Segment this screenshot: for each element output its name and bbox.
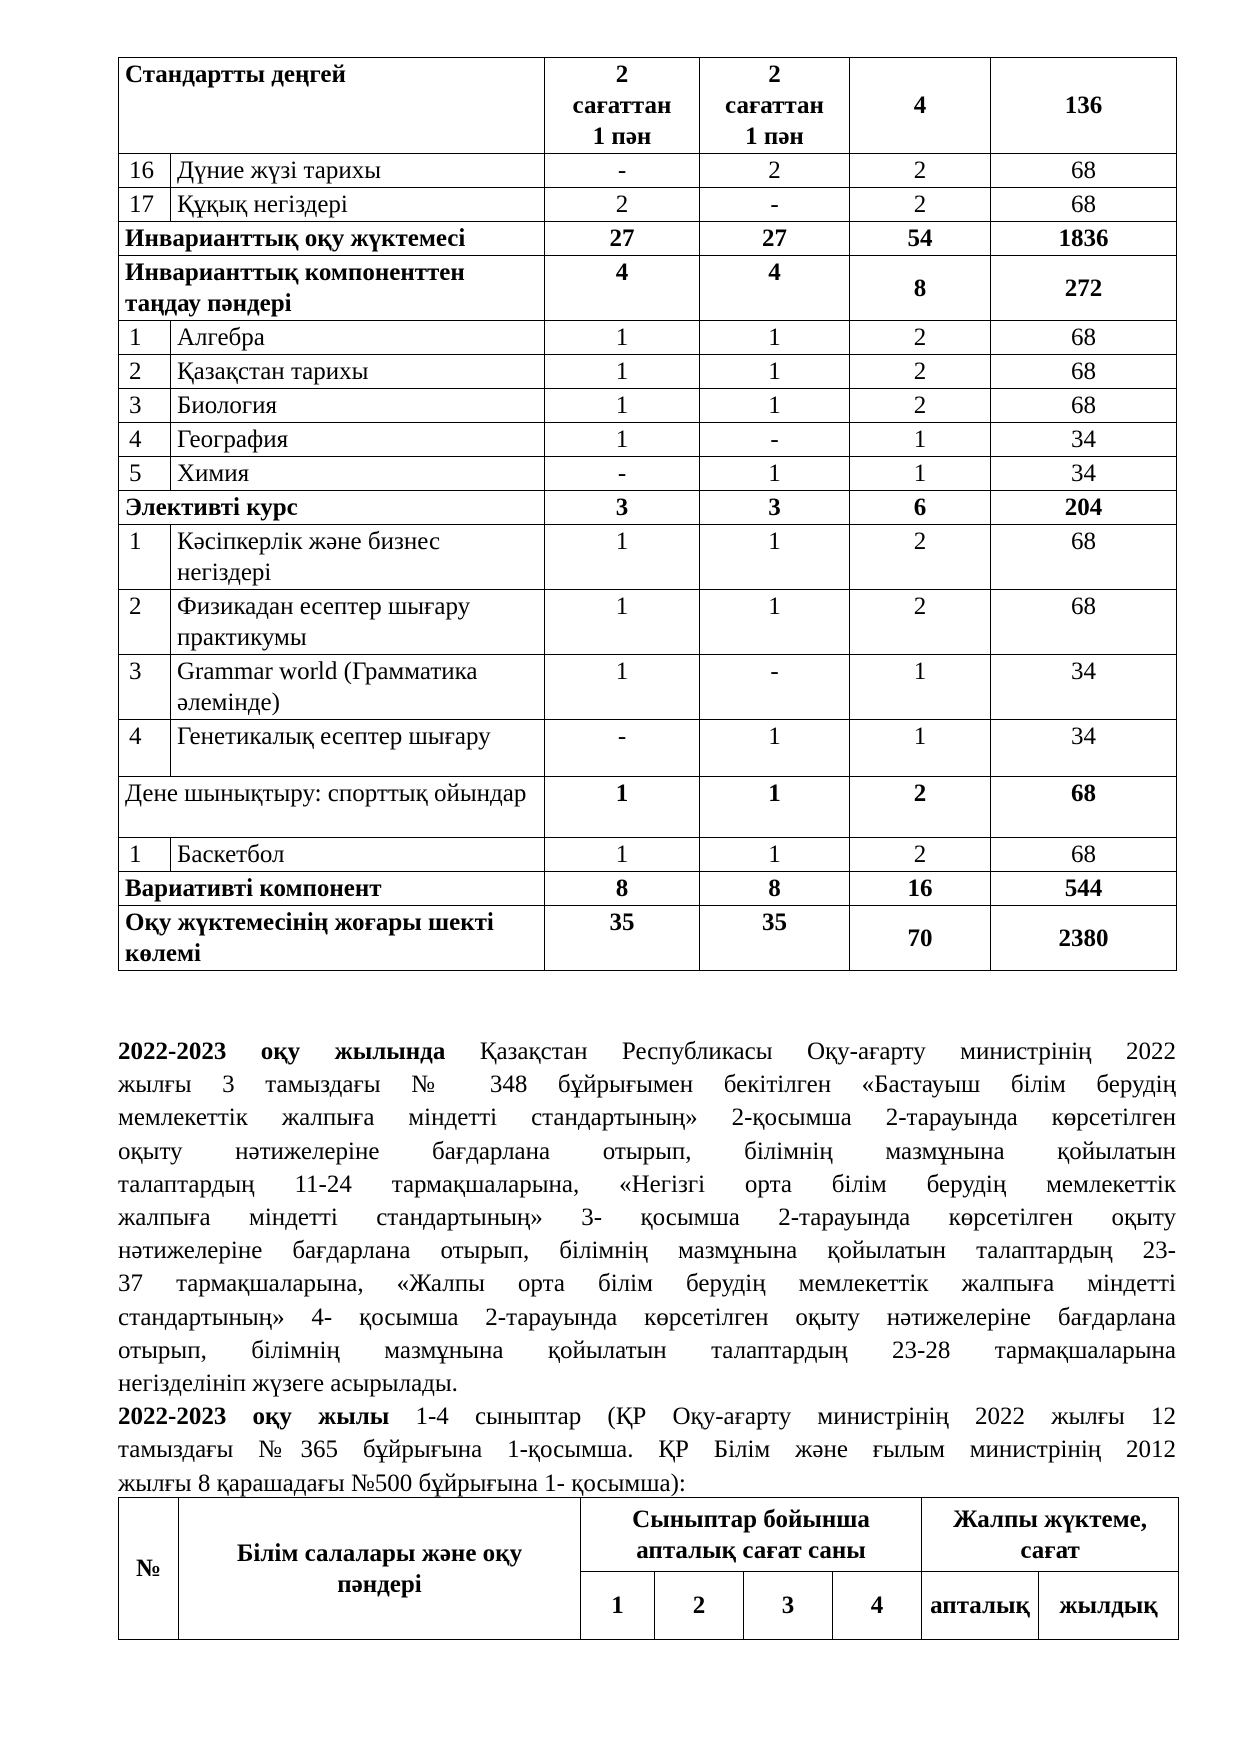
grade-11-hours: 1 (700, 720, 850, 777)
grade-11-hours: 3 (700, 491, 850, 525)
grade-2-header: 2 (655, 1572, 744, 1640)
text-line (118, 1068, 1176, 1101)
description-text (118, 1035, 1176, 1500)
row-label: Grammar world (Грамматика әлемінде) (171, 655, 545, 720)
yearly-total: 68 (991, 777, 1177, 838)
text-line (118, 1400, 1176, 1433)
weekly-total: 6 (850, 491, 991, 525)
grade-11-hours: - (700, 423, 850, 457)
yearly-total: 204 (991, 491, 1177, 525)
grade-11-hours: 27 (700, 222, 850, 256)
text-fragment: 1-4 сыныптар (ҚР Оқу-ағарту министрінің 2022 жылғы 12 (389, 1403, 1176, 1431)
weekly-total: 2 (850, 355, 991, 389)
row-label: Оқу жүктемесінің жоғары шекті көлемі (119, 906, 545, 971)
col-subjects-header: Білім салалары және оқу пәндері (179, 1498, 581, 1640)
yearly-total: 34 (991, 720, 1177, 777)
grade-11-hours: 8 (700, 872, 850, 906)
table-row (119, 872, 1177, 906)
grade-10-hours: 1 (545, 590, 700, 655)
bold-lead: 2022-2023 оқу жылы (118, 1403, 390, 1431)
grade-10-hours: 1 (545, 389, 700, 423)
table-row (119, 838, 1177, 872)
grade-10-hours: - (545, 154, 700, 188)
table-row (119, 777, 1177, 838)
weekly-total: 2 (850, 525, 991, 590)
row-label: Элективті курс (119, 491, 545, 525)
grade-11-hours: 1 (700, 777, 850, 838)
weekly-total: 1 (850, 423, 991, 457)
text-fragment: мемлекеттік жалпыға міндетті стандартының» 2-қосымша 2-тарауында көрсетілген (118, 1104, 1176, 1132)
grade-11-hours: 1 (700, 838, 850, 872)
weekly-total: 2 (850, 389, 991, 423)
table-row (119, 457, 1177, 491)
grade-10-hours: 1 (545, 777, 700, 838)
text-line (118, 1267, 1176, 1300)
row-label: Инварианттық компоненттен таңдау пәндері (119, 256, 545, 321)
row-label: Инварианттық оқу жүктемесі (119, 222, 545, 256)
yearly-total: 68 (991, 321, 1177, 355)
table-row (119, 655, 1177, 720)
grade-11-hours: 2 (700, 154, 850, 188)
grade-11-hours: 2 сағаттан 1 пән (700, 58, 850, 154)
weekly-total: 2 (850, 777, 991, 838)
table-row (119, 525, 1177, 590)
row-number: 2 (119, 590, 171, 655)
text-fragment: жылғы 8 қарашадағы №500 бұйрығына 1- қосымша): (118, 1469, 686, 1497)
row-number: 1 (119, 321, 171, 355)
row-number: 3 (119, 655, 171, 720)
text-line (118, 1467, 1176, 1500)
grade-10-hours: 35 (545, 906, 700, 971)
yearly-total: 68 (991, 525, 1177, 590)
grade-11-hours: 4 (700, 256, 850, 321)
yearly-total: 68 (991, 389, 1177, 423)
grade-10-hours: 2 сағаттан 1 пән (545, 58, 700, 154)
table-row (119, 906, 1177, 971)
text-line (118, 1135, 1176, 1168)
weekly-total: 54 (850, 222, 991, 256)
row-number: 4 (119, 423, 171, 457)
table-row (119, 154, 1177, 188)
row-label: Генетикалық есептер шығару (171, 720, 545, 777)
text-fragment: негізделініп жүзеге асырылады. (118, 1370, 458, 1398)
row-number: 2 (119, 355, 171, 389)
paragraph-1 (118, 1035, 1176, 1400)
text-fragment: тамыздағы №365 бұйрығына 1-қосымша. ҚР Білім және ғылым министрінің 2012 (118, 1436, 1176, 1464)
weekly-total: 2 (850, 590, 991, 655)
text-line (118, 1433, 1176, 1466)
text-line (118, 1168, 1176, 1201)
weekly-total: 1 (850, 655, 991, 720)
primary-curriculum-table-header (118, 1497, 1179, 1640)
grade-10-hours: 1 (545, 525, 700, 590)
grade-3-header: 3 (744, 1572, 833, 1640)
grade-10-hours: - (545, 457, 700, 491)
grade-10-hours: 1 (545, 655, 700, 720)
text-fragment: 37 тармақшаларына, «Жалпы орта білім берудің мемлекеттік жалпыға міндетті (118, 1270, 1176, 1298)
table-row (119, 720, 1177, 777)
yearly-header: жылдық (1039, 1572, 1179, 1640)
row-number: 5 (119, 457, 171, 491)
grade-10-hours: 4 (545, 256, 700, 321)
grade-11-hours: 1 (700, 457, 850, 491)
yearly-total: 272 (991, 256, 1177, 321)
grade-10-hours: 3 (545, 491, 700, 525)
grade-11-hours: 1 (700, 525, 850, 590)
weekly-total: 2 (850, 188, 991, 222)
text-line (118, 1201, 1176, 1234)
text-fragment: нәтижелеріне бағдарлана отырып, білімнің мазмұнына қойылатын талаптардың 23- (118, 1237, 1176, 1265)
grade-11-hours: 1 (700, 389, 850, 423)
table-row (119, 491, 1177, 525)
grade-10-hours: 2 (545, 188, 700, 222)
text-fragment: Қазақстан Республикасы Оқу-ағарту министрінің 2022 (445, 1038, 1176, 1065)
text-fragment: стандартының» 4- қосымша 2-тарауында көрсетілген оқыту нәтижелеріне бағдарлана (118, 1303, 1176, 1331)
weekly-total: 2 (850, 838, 991, 872)
text-line (118, 1367, 1176, 1400)
yearly-total: 34 (991, 423, 1177, 457)
grade-11-hours: 35 (700, 906, 850, 971)
table-row (119, 256, 1177, 321)
table-row (119, 423, 1177, 457)
grade-10-hours: 8 (545, 872, 700, 906)
text-fragment: талаптардың 11-24 тармақшаларына, «Негізгі орта білім берудің мемлекеттік (118, 1170, 1176, 1198)
weekly-total: 4 (850, 58, 991, 154)
weekly-total: 1 (850, 457, 991, 491)
row-number: 4 (119, 720, 171, 777)
row-label: Құқық негіздері (171, 188, 545, 222)
grade-11-hours: 1 (700, 590, 850, 655)
weekly-total: 16 (850, 872, 991, 906)
grade-11-hours: 1 (700, 321, 850, 355)
yearly-total: 34 (991, 655, 1177, 720)
text-line (118, 1035, 1176, 1068)
text-fragment: оқыту нәтижелеріне бағдарлана отырып, білімнің мазмұнына қойылатын (118, 1137, 1176, 1165)
grade-10-hours: 1 (545, 321, 700, 355)
row-label: География (171, 423, 545, 457)
grade-11-hours: - (700, 188, 850, 222)
weekly-header: апталық (922, 1572, 1039, 1640)
grade-11-hours: - (700, 655, 850, 720)
row-label: Физикадан есептер шығару практикумы (171, 590, 545, 655)
table-row (119, 590, 1177, 655)
bold-lead: 2022-2023 оқу жылында (118, 1038, 446, 1065)
grade-1-header: 1 (581, 1572, 655, 1640)
row-number: 17 (119, 188, 171, 222)
yearly-total: 68 (991, 838, 1177, 872)
grade-10-hours: - (545, 720, 700, 777)
text-line (118, 1234, 1176, 1267)
yearly-total: 544 (991, 872, 1177, 906)
grade-10-hours: 1 (545, 838, 700, 872)
row-number: 1 (119, 838, 171, 872)
yearly-total: 68 (991, 154, 1177, 188)
col-weekly-hours-header: Сыныптар бойынша апталық сағат саны (581, 1498, 922, 1572)
weekly-total: 2 (850, 321, 991, 355)
grade-10-hours: 1 (545, 355, 700, 389)
row-label: Стандартты деңгей (119, 58, 545, 154)
table-row (119, 321, 1177, 355)
yearly-total: 68 (991, 188, 1177, 222)
paragraph-2 (118, 1400, 1176, 1500)
yearly-total: 68 (991, 355, 1177, 389)
row-label: Вариативті компонент (119, 872, 545, 906)
row-number: 3 (119, 389, 171, 423)
col-total-load-header: Жалпы жүктеме, сағат (922, 1498, 1179, 1572)
grade-10-hours: 27 (545, 222, 700, 256)
row-label: Дене шынықтыру: спорттық ойындар (119, 777, 545, 838)
table-row (119, 58, 1177, 154)
row-number: 16 (119, 154, 171, 188)
weekly-total: 70 (850, 906, 991, 971)
row-label: Химия (171, 457, 545, 491)
text-fragment: жылғы 3 тамыздағы № 348 бұйрығымен бекітілген «Бастауыш білім берудің (118, 1071, 1176, 1099)
text-line (118, 1301, 1176, 1334)
text-fragment: жалпыға міндетті стандартының» 3- қосымша 2-тарауында көрсетілген оқыту (118, 1204, 1176, 1232)
table-row (119, 222, 1177, 256)
row-label: Қазақстан тарихы (171, 355, 545, 389)
weekly-total: 1 (850, 720, 991, 777)
weekly-total: 2 (850, 154, 991, 188)
row-number: 1 (119, 525, 171, 590)
row-label: Баскетбол (171, 838, 545, 872)
row-label: Дүние жүзі тарихы (171, 154, 545, 188)
row-label: Алгебра (171, 321, 545, 355)
col-number-header: № (119, 1498, 179, 1640)
grade-10-hours: 1 (545, 423, 700, 457)
table-row (119, 389, 1177, 423)
text-line (118, 1101, 1176, 1134)
row-label: Биология (171, 389, 545, 423)
text-line (118, 1334, 1176, 1367)
curriculum-table (118, 57, 1177, 971)
table-row (119, 355, 1177, 389)
yearly-total: 34 (991, 457, 1177, 491)
table-row (119, 188, 1177, 222)
grade-4-header: 4 (833, 1572, 922, 1640)
yearly-total: 136 (991, 58, 1177, 154)
yearly-total: 1836 (991, 222, 1177, 256)
yearly-total: 68 (991, 590, 1177, 655)
grade-11-hours: 1 (700, 355, 850, 389)
yearly-total: 2380 (991, 906, 1177, 971)
row-label: Кәсіпкерлік және бизнес негіздері (171, 525, 545, 590)
weekly-total: 8 (850, 256, 991, 321)
text-fragment: отырып, білімнің мазмұнына қойылатын талаптардың 23-28 тармақшаларына (118, 1336, 1176, 1364)
